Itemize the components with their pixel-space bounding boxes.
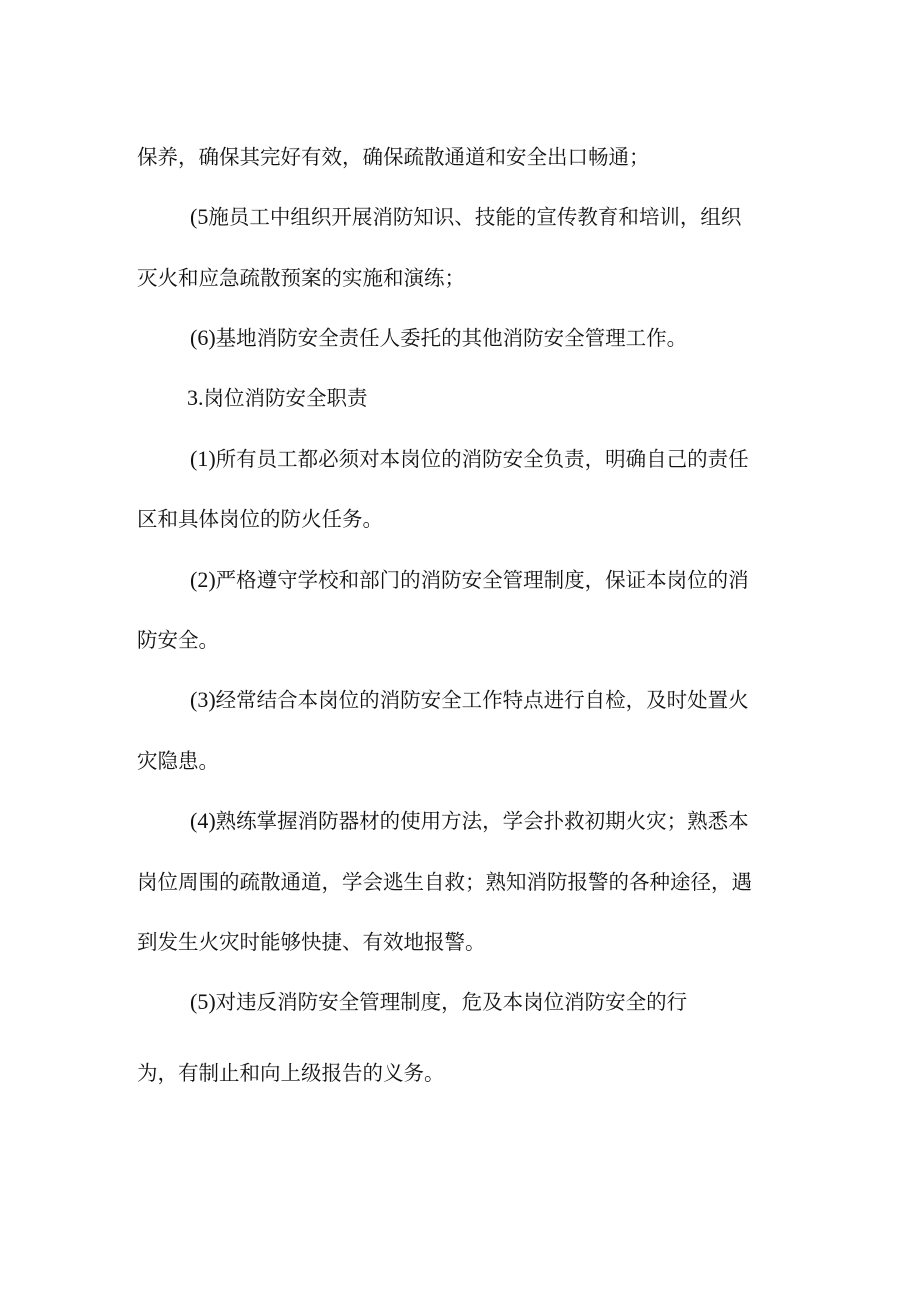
line-text: 区和具体岗位的防火任务。: [137, 507, 383, 531]
text-line: [137, 746, 219, 776]
line-text: 灭火和应急疏散预案的实施和演练；: [137, 266, 465, 290]
line-text: 防安全。: [137, 628, 219, 652]
line-text: 岗位周围的疏散通道，学会逃生自救；熟知消防报警的各种途径，遇: [137, 870, 752, 894]
section-heading: [187, 383, 368, 413]
line-text: 保养，确保其完好有效，确保疏散通道和安全出口畅通；: [137, 145, 650, 169]
line-text: 经常结合本岗位的消防安全工作特点进行自检，及时处置火: [215, 688, 749, 712]
line-prefix: (5): [190, 989, 216, 1014]
line-text: 所有员工都必须对本岗位的消防安全负责，明确自己的责任: [215, 447, 749, 471]
line-text: 岗位消防安全职责: [203, 386, 368, 410]
line-prefix: (3): [190, 687, 216, 712]
text-line: [137, 927, 486, 957]
line-prefix: (5: [190, 204, 209, 229]
line-text: 对违反消防安全管理制度，危及本岗位消防安全的行: [215, 990, 688, 1014]
text-line: [137, 142, 650, 172]
text-line: [190, 202, 741, 232]
line-prefix: (4): [190, 808, 216, 833]
line-prefix: (6): [190, 325, 216, 350]
line-prefix: (2): [190, 567, 216, 592]
line-text: 到发生火灾时能够快捷、有效地报警。: [137, 930, 486, 954]
line-prefix: 3.: [187, 385, 204, 410]
text-line: [137, 867, 752, 897]
text-line: [137, 625, 219, 655]
line-prefix: (1): [190, 446, 216, 471]
text-line: [190, 323, 687, 353]
line-text: 严格遵守学校和部门的消防安全管理制度，保证本岗位的消: [215, 568, 749, 592]
line-text: 灾隐患。: [137, 749, 219, 773]
text-line: [137, 504, 383, 534]
text-line: [190, 685, 749, 715]
line-text: 为，有制止和向上级报告的义务。: [137, 1061, 445, 1085]
text-line: [137, 263, 465, 293]
line-text: 施员工中组织开展消防知识、技能的宣传教育和培训，组织: [208, 205, 742, 229]
text-line: [190, 565, 749, 595]
text-line: [190, 444, 749, 474]
text-line: [190, 987, 687, 1017]
line-text: 熟练掌握消防器材的使用方法，学会扑救初期火灾；熟悉本: [215, 809, 749, 833]
text-line: [137, 1058, 445, 1088]
line-text: 基地消防安全责任人委托的其他消防安全管理工作。: [215, 326, 688, 350]
text-line: [190, 806, 749, 836]
